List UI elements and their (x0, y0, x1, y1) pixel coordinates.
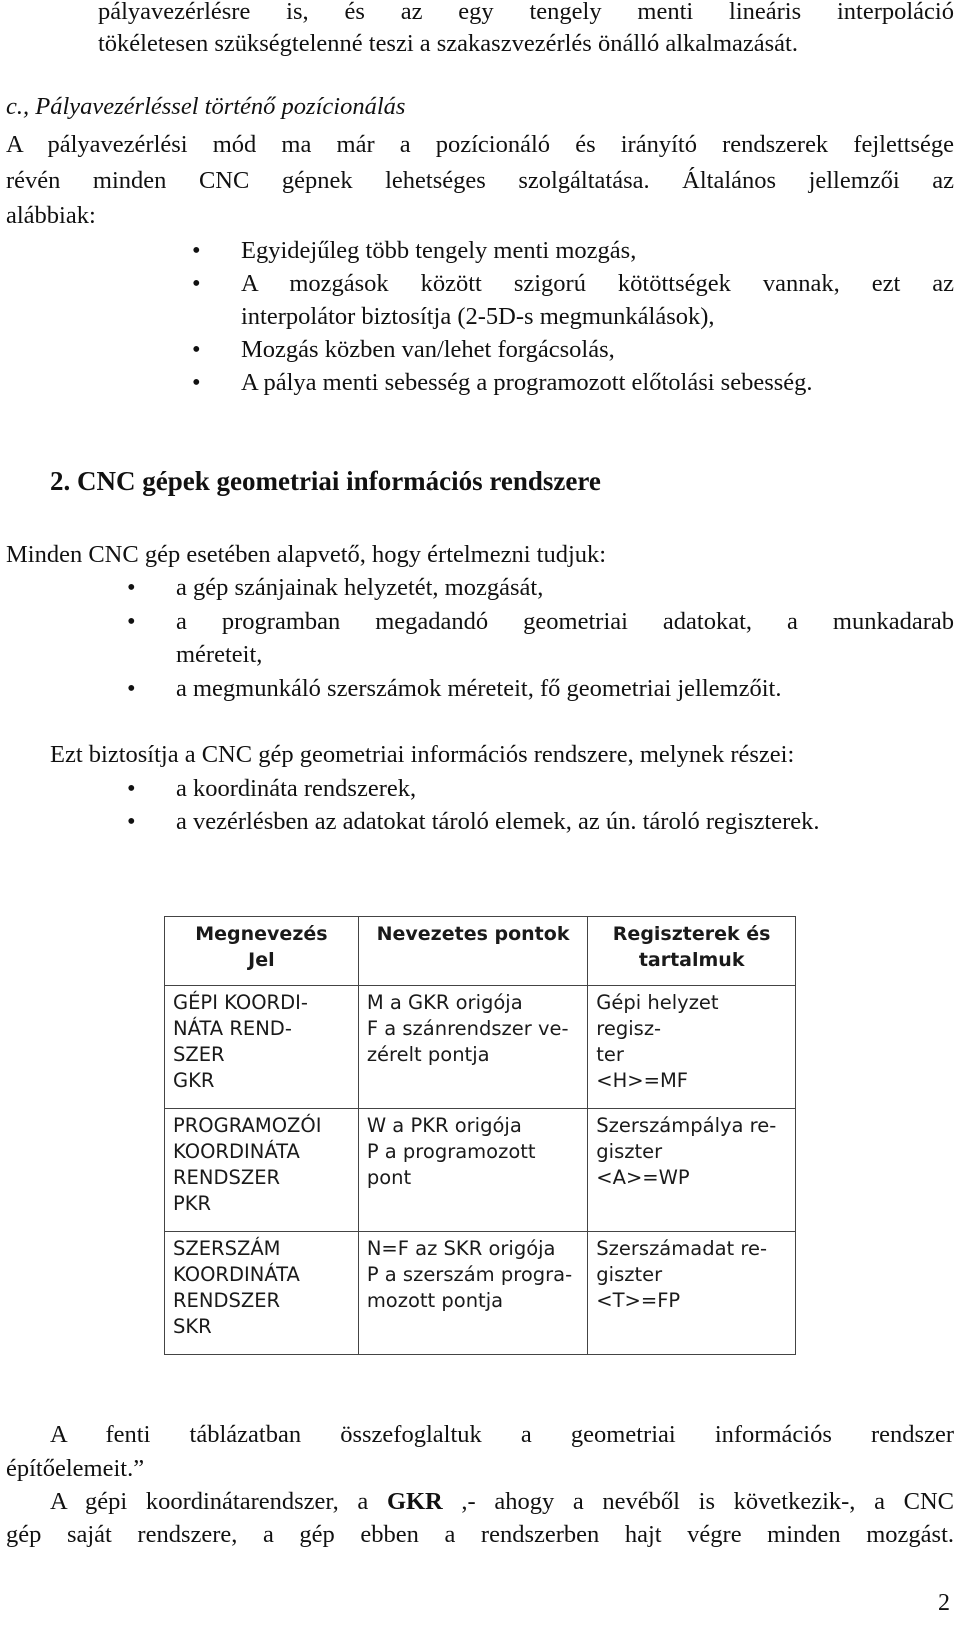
section-2-bullet-2-cont (127, 639, 954, 671)
table-row (165, 1109, 796, 1232)
subsection-c-bullet-2 (192, 268, 954, 300)
section-2-bullet-2 (127, 606, 954, 638)
closing-line-3-post: ,- ahogy a nevéből is következik-, a CNC (442, 1488, 954, 1515)
bullet-text: A mozgások között szigorú kötöttségek vannak, ezt az (241, 270, 954, 297)
subsection-c-line-1: A pályavezérlési mód ma már a pozícionáló és irányító rendszerek fejlettsége (6, 131, 954, 158)
geometry-info-table (164, 916, 796, 1355)
bullet-icon: • (127, 574, 136, 601)
bullet-text: a koordináta rendszerek, (176, 775, 417, 802)
table-header-cell: Nevezetes pontok (358, 917, 587, 986)
subsection-c-title: c., Pályavezérléssel történő pozícionálás (6, 93, 406, 120)
subsection-c-line-2: révén minden CNC gépnek lehetséges szolgáltatása. Általános jellemzői az (6, 167, 954, 194)
bullet-text: interpolátor biztosítja (2-5D-s megmunkálások), (241, 303, 715, 330)
bullet-icon: • (192, 237, 201, 264)
table-cell: M a GKR origója F a szánrendszer ve- zérelt pontja (358, 986, 587, 1109)
closing-line-4: gép saját rendszere, a gép ebben a rendszerben hajt végre minden mozgást. (6, 1521, 954, 1548)
gkr-term: GKR (386, 1488, 443, 1515)
section-2-bullet-1 (127, 572, 954, 604)
section-2-title: 2. CNC gépek geometriai információs rendszere (50, 466, 601, 496)
closing-line-3-pre: A gépi koordinátarendszer, a (50, 1488, 387, 1515)
closing-line-2: építőelemeit.” (6, 1455, 145, 1482)
bullet-text: a megmunkáló szerszámok méreteit, fő geometriai jellemzőit. (176, 675, 782, 702)
bullet-icon: • (127, 675, 136, 702)
bullet-text: A pálya menti sebesség a programozott előtolási sebesség. (241, 369, 813, 396)
bullet-icon: • (127, 808, 136, 835)
bullet-icon: • (127, 775, 136, 802)
intro-line-1: pályavezérlésre is, és az egy tengely menti lineáris interpoláció (98, 0, 954, 25)
section-2-bullet2-2 (127, 806, 954, 838)
page-number: 2 (938, 1590, 950, 1616)
section-2-bullet-3 (127, 673, 954, 705)
subsection-c-bullet-2-cont (192, 301, 954, 333)
subsection-c-bullet-3 (192, 334, 954, 366)
bullet-text: Mozgás közben van/lehet forgácsolás, (241, 336, 615, 363)
bullet-text: a vezérlésben az adatokat tároló elemek, az ún. tároló regiszterek. (176, 808, 820, 835)
intro-line-2: tökéletesen szükségtelenné teszi a szakaszvezérlés önálló alkalmazását. (98, 30, 798, 57)
table-cell: GÉPI KOORDI- NÁTA REND- SZER GKR (165, 986, 359, 1109)
subsection-c-bullet-1 (192, 235, 954, 267)
bullet-text: méreteit, (176, 641, 263, 668)
table-row (165, 986, 796, 1109)
table-row (165, 1232, 796, 1355)
table-cell: PROGRAMOZÓI KOORDINÁTA RENDSZER PKR (165, 1109, 359, 1232)
subsection-c-bullet-4 (192, 367, 954, 399)
table-header-cell: Megnevezés Jel (165, 917, 359, 986)
subsection-c-line-3: alábbiak: (6, 202, 96, 229)
section-2-intro-2: Ezt biztosítja a CNC gép geometriai információs rendszere, melynek részei: (50, 741, 795, 768)
bullet-text: a gép szánjainak helyzetét, mozgását, (176, 574, 544, 601)
bullet-icon: • (192, 369, 201, 396)
bullet-icon: • (192, 270, 201, 297)
table-cell: Szerszámpálya re- giszter <A>=WP (588, 1109, 796, 1232)
table-cell: N=F az SKR origója P a szerszám progra- mozott pontja (358, 1232, 587, 1355)
section-2-intro: Minden CNC gép esetében alapvető, hogy értelmezni tudjuk: (6, 541, 607, 568)
table-cell: Szerszámadat re- giszter <T>=FP (588, 1232, 796, 1355)
closing-line-1: A fenti táblázatban összefoglaltuk a geometriai információs rendszer (50, 1421, 954, 1448)
table-cell: Gépi helyzet regisz- ter <H>=MF (588, 986, 796, 1109)
table-cell: W a PKR origója P a programozott pont (358, 1109, 587, 1232)
bullet-text: Egyidejűleg több tengely menti mozgás, (241, 237, 637, 264)
bullet-icon: • (192, 336, 201, 363)
bullet-text: a programban megadandó geometriai adatokat, a munkadarab (176, 608, 954, 635)
table-header-row (165, 917, 796, 986)
table-header-cell: Regiszterek és tartalmuk (588, 917, 796, 986)
table-cell: SZERSZÁM KOORDINÁTA RENDSZER SKR (165, 1232, 359, 1355)
closing-line-3 (50, 1486, 954, 1518)
bullet-icon: • (127, 608, 136, 635)
section-2-bullet2-1 (127, 773, 954, 805)
